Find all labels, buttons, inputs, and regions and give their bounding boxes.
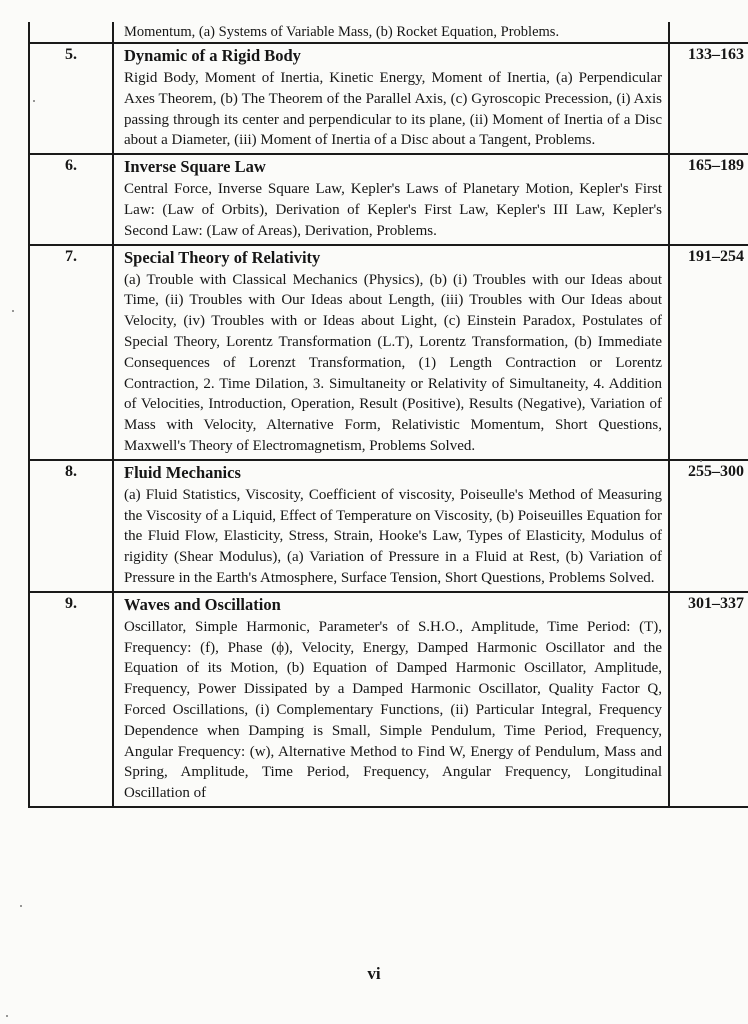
chapter-page-range: 301–337 xyxy=(669,592,748,807)
chapter-content xyxy=(113,154,669,244)
chapter-topics: (a) Trouble with Classical Mechanics (Physics), (b) (i) Troubles with our Ideas about Time, (ii) Troubles with Our Ideas about Length, (iii) Troubles with Our Ideas about Velocity, (iv) Troubles with or Ideas about Light, (c) Einstein Paradox, Postulates of Special Theory, Lorentz Transformation (L.T), Lorentz Transformation, (b) Immediate Consequences of Lorenzt Transformation, (1) Length Contraction or Lorentz Contraction, 2. Time Dilation, 3. Simultaneity or Relativity of Simultaneity, 4. Addition of Velocities, Introduction, Operation, Result (Positive), Results (Negative), Variation of Mass with Velocity, Alternative Form, Relativistic Momentum, Short Questions, Maxwell's Theory of Electromagnetism, Problems Solved. xyxy=(124,271,662,454)
chapter-page-range: 191–254 xyxy=(669,245,748,460)
chapter-topics: (a) Fluid Statistics, Viscosity, Coefficient of viscosity, Poiseulle's Method of Measuring the Viscosity of a Liquid, Effect of Temperature on Viscosity, (b) Poiseuilles Equation for the Fluid Flow, Elasticity, Stress, Strain, Hooke's Law, Types of Elasticity, Modulus of rigidity (Shear Modulus), (a) Variation of Pressure in a Fluid at Rest, (b) Variation of Pressure in the Earth's Atmosphere, Surface Tension, Short Questions, Problems Solved. xyxy=(124,486,662,586)
continuation-number-cell xyxy=(29,22,113,43)
chapter-title: Special Theory of Relativity xyxy=(124,247,321,267)
contents-table-wrapper xyxy=(28,22,742,808)
continuation-pages-cell xyxy=(669,22,748,43)
scan-speck xyxy=(700,460,702,462)
continuation-text: Momentum, (a) Systems of Variable Mass, (b) Rocket Equation, Problems. xyxy=(124,24,560,40)
chapter-page-range: 165–189 xyxy=(669,154,748,244)
page-number: vi xyxy=(367,964,381,983)
chapter-row xyxy=(29,245,748,460)
chapter-row xyxy=(29,460,748,592)
chapter-content xyxy=(113,245,669,460)
chapter-number: 6. xyxy=(29,154,113,244)
chapter-content xyxy=(113,592,669,807)
scan-speck xyxy=(20,905,22,907)
chapter-number: 9. xyxy=(29,592,113,807)
chapter-page-range: 133–163 xyxy=(669,43,748,154)
chapter-content xyxy=(113,460,669,592)
contents-table xyxy=(28,22,748,808)
chapter-title: Inverse Square Law xyxy=(124,157,266,177)
scan-speck xyxy=(6,1015,8,1017)
chapter-title: Dynamic of a Rigid Body xyxy=(124,46,301,65)
chapter-topics: Rigid Body, Moment of Inertia, Kinetic Energy, Moment of Inertia, (a) Perpendicular Axes Theorem, (b) The Theorem of the Parallel Axis, (c) Gyroscopic Precession, (i) Axis passing through its center and perpendicular to its plane, (ii) Moment of Inertia of a Disc about a Diameter, (iii) Moment of Inertia of a Disc about a Tangent, Problems. xyxy=(124,70,662,149)
chapter-number: 8. xyxy=(29,460,113,592)
chapter-number: 7. xyxy=(29,245,113,460)
scan-speck xyxy=(12,310,14,312)
chapter-topics: Central Force, Inverse Square Law, Kepler's Laws of Planetary Motion, Kepler's First Law: (Law of Orbits), Derivation of Kepler's First Law, Kepler's III Law, Kepler's Second Law: (Law of Areas), Derivation, Problems. xyxy=(124,181,662,239)
chapter-title: Waves and Oscillation xyxy=(124,594,281,614)
chapter-page-range: 255–300 xyxy=(669,460,748,592)
chapter-row xyxy=(29,154,748,244)
chapter-content xyxy=(113,43,669,154)
chapter-topics: Oscillator, Simple Harmonic, Parameter's of S.H.O., Amplitude, Time Period: (T), Frequency: (f), Phase (ϕ), Velocity, Energy, Damped Harmonic Oscillator and the Equation of its Motion, (b) Equation of Damped Harmonic Oscillator, Amplitude, Frequency, Power Dissipated by a Damped Harmonic Oscillator, Quality Factor Q, Forced Oscillations, (i) Complementary Functions, (ii) Particular Integral, Frequency Dependence when Damping is Small, Simple Pendulum, Time Period, Frequency, Angular Frequency: (w), Alternative Method to Find W, Energy of Pendulum, Mass and Spring, Amplitude, Time Period, Frequency, Angular Frequency, Longitudinal Oscillation of xyxy=(124,618,662,802)
continuation-content-cell xyxy=(113,22,669,43)
chapter-title: Fluid Mechanics xyxy=(124,462,241,482)
chapter-number: 5. xyxy=(29,43,113,154)
scan-speck xyxy=(33,100,35,102)
chapter-row xyxy=(29,43,748,154)
chapter-row xyxy=(29,592,748,807)
continuation-row xyxy=(29,22,748,43)
